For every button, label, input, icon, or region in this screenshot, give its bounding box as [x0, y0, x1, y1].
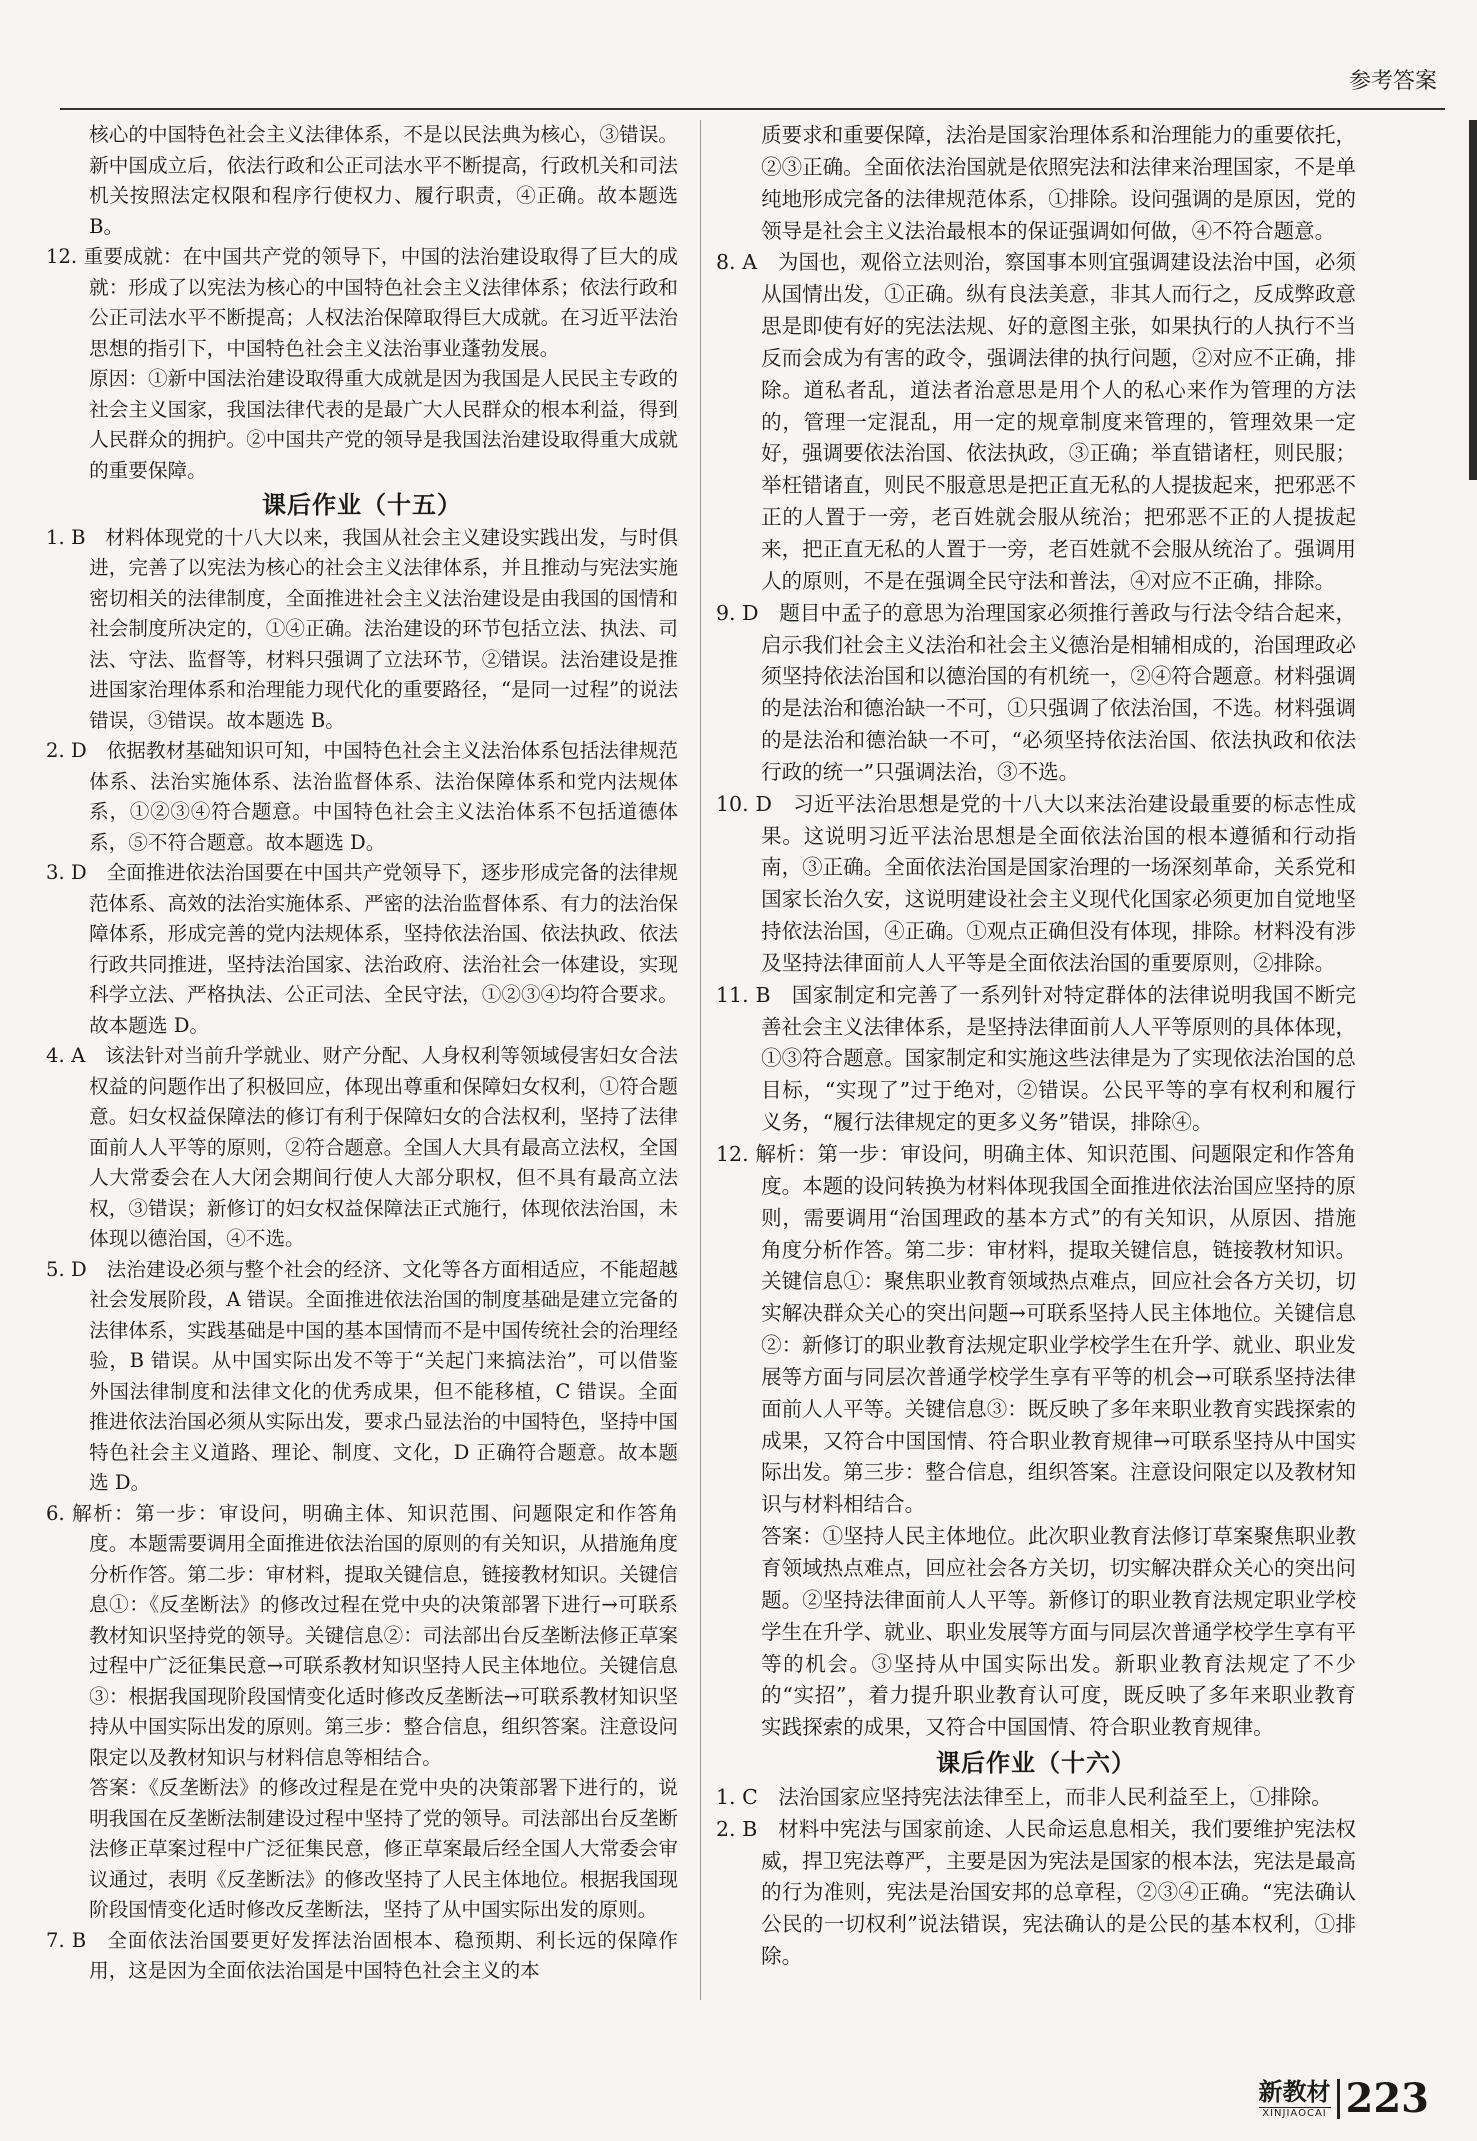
answer-item: 5. D 法治建设必须与整个社会的经济、文化等各方面相适应，不能超越社会发展阶段，A 错误。全面推进依法治国的制度基础是建立完备的法律体系，实践基础是中国的基本国情而不是中国传统社会的治理经验，B 错误。从中国实际出发不等于“关起门来搞法治”，可以借鉴外国法律制度和法律文化的优秀成果，但不能移植，C 错误。全面推进依法治国必须从实际出发，要求凸显法治的中国特色，坚持中国特色社会主义道路、理论、制度、文化，D 正确符合题意。故本题选 D。 — [46, 1257, 678, 1494]
answer-item: 11. B 国家制定和完善了一系列针对特定群体的法律说明我国不断完善社会主义法律体系，是坚持法律面前人人平等原则的具体体现，①③符合题意。国家制定和实施这些法律是为了实现依法治国的总目标，“实现了”过于绝对，②错误。公民平等的享有权利和履行义务，“履行法律规定的更多义务”错误，排除④。 — [716, 982, 1356, 1135]
answer-item: 9. D 题目中孟子的意思为治理国家必须推行善政与行法令结合起来，启示我们社会主义法治和社会主义德治是相辅相成的，治国理政必须坚持依法治国和以德治国的有机统一，②④符合题意。材料强调的是法治和德治缺一不可，①只强调了依法治国，不选。材料强调的是法治和德治缺一不可，“必须坚持依法治国、依法执政和依法行政的统一”只强调法治，③不选。 — [716, 600, 1356, 784]
answer-paragraph: 质要求和重要保障，法治是国家治理体系和治理能力的重要依托，②③正确。全面依法治国就是依照宪法和法律来治理国家，不是单纯地形成完备的法律规范体系，①排除。设问强调的是原因，党的领导是社会主义法治最根本的保证强调如何做，④不符合题意。 — [761, 123, 1356, 243]
answer-item: 1. C 法治国家应坚持宪法法律至上，而非人民利益至上，①排除。 — [716, 1784, 1332, 1809]
brand-pinyin: XINJIAOCAI — [1259, 2107, 1331, 2119]
answer-item: 1. B 材料体现党的十八大以来，我国从社会主义建设实践出发，与时俱进，完善了以宪法为核心的社会主义法律体系，并且推动与宪法实施密切相关的法律制度，全面推进社会主义法治建设是由我国的国情和社会制度所决定的，①④正确。法治建设的环节包括立法、执法、司法、守法、监督等，材料只强调了立法环节，②错误。法治建设是推进国家治理体系和治理能力现代化的重要路径，“是同一过程”的说法错误，③错误。故本题选 B。 — [46, 525, 678, 732]
answer-item: 2. B 材料中宪法与国家前途、人民命运息息相关，我们要维护宪法权威，捍卫宪法尊严，主要是因为宪法是国家的根本法，宪法是最高的行为准则，宪法是治国安邦的总章程，②③④正确。“宪法确认公民的一切权利”说法错误，宪法确认的是公民的基本权利，①排除。 — [716, 1816, 1356, 1969]
column-divider — [700, 120, 701, 2000]
answer-paragraph: 原因：①新中国法治建设取得重大成就是因为我国是人民民主专政的社会主义国家，我国法律代表的是最广大人民群众的根本利益，得到人民群众的拥护。②中国共产党的领导是我国法治建设取得重大成就的重要保障。 — [89, 367, 678, 482]
answer-item: 12. 解析：第一步：审设问，明确主体、知识范围、问题限定和作答角度。本题的设问转换为材料体现我国全面推进依法治国应坚持的原则，需要调用“治国理政的基本方式”的有关知识，从原因、措施角度分析作答。第二步：审材料，提取关键信息，链接教材知识。关键信息①：聚焦职业教育领域热点难点，回应社会各方关切，切实解决群众关心的突出问题→可联系坚持人民主体地位。关键信息②：新修订的职业教育法规定职业学校学生在升学、就业、职业发展等方面与同层次普通学校学生享有平等的机会→可联系坚持法律面前人人平等。关键信息③：既反映了多年来职业教育实践探索的成果，又符合中国国情、符合职业教育规律→可联系坚持从中国实际出发。第三步：整合信息，组织答案。注意设问限定以及教材知识与材料相结合。 — [716, 1142, 1356, 1517]
answer-item: 3. D 全面推进依法治国要在中国共产党领导下，逐步形成完备的法律规范体系、高效的法治实施体系、严密的法治监督体系、有力的法治保障体系，形成完善的党内法规体系，坚持依法治国、依法执政、依法行政共同推进，坚持法治国家、法治政府、法治社会一体建设，实现科学立法、严格执法、公正司法、全民守法，①②③④均符合要求。故本题选 D。 — [46, 861, 678, 1037]
answer-paragraph: 核心的中国特色社会主义法律体系，不是以民法典为核心，③错误。新中国成立后，依法行政和公正司法水平不断提高，行政机关和司法机关按照法定权限和程序行使权力、履行职责，④正确。故本题选 B。 — [89, 123, 678, 238]
page-footer — [1258, 2072, 1430, 2122]
brand-name: 新教材 — [1258, 2078, 1331, 2106]
answer-item: 7. B 全面依法治国要更好发挥法治固根本、稳预期、利长远的保障作用，这是因为全面依法治国是中国特色社会主义的本 — [46, 1928, 678, 1982]
section-tag: 参考答案 — [1348, 69, 1437, 94]
answer-paragraph: 答案：《反垄断法》的修改过程是在党中央的决策部署下进行的，说明我国在反垄断法制建设过程中坚持了党的领导。司法部出台反垄断法修正草案过程中广泛征集民意，修正草案最后经全国人大常委会审议通过，表明《反垄断法》的修改坚持了人民主体地位。根据我国现阶段国情变化适时修改反垄断法，坚持了从中国实际出发的原则。 — [89, 1776, 678, 1921]
answer-item: 2. D 依据教材基础知识可知，中国特色社会主义法治体系包括法律规范体系、法治实施体系、法治监督体系、法治保障体系和党内法规体系，①②③④符合题意。中国特色社会主义法治体系不包括道德体系，⑤不符合题意。故本题选 D。 — [46, 739, 678, 854]
answer-item: 12. 重要成就：在中国共产党的领导下，中国的法治建设取得了巨大的成就：形成了以宪法为核心的中国特色社会主义法律体系；依法行政和公正司法水平不断提高；人权法治保障取得巨大成就。在习近平法治思想的指引下，中国特色社会主义法治事业蓬勃发展。 — [46, 245, 678, 360]
answer-paragraph: 答案：①坚持人民主体地位。此次职业教育法修订草案聚焦职业教育领域热点难点，回应社会各方关切，切实解决群众关心的突出问题。②坚持法律面前人人平等。新修订的职业教育法规定职业学校学生在升学、就业、职业发展等方面与同层次普通学校学生享有平等的机会。③坚持从中国实际出发。新职业教育法规定了不少的“实招”，着力提升职业教育认可度，既反映了多年来职业教育实践探索的成果，又符合中国国情、符合职业教育规律。 — [761, 1524, 1356, 1740]
answer-item: 10. D 习近平法治思想是党的十八大以来法治建设最重要的标志性成果。这说明习近平法治思想是全面依法治国的根本遵循和行动指南，③正确。全面依法治国是国家治理的一场深刻革命，关系党和国家长治久安，这说明建设社会主义现代化国家必须更加自觉地坚持依法治国，④正确。①观点正确但没有体现，排除。材料没有涉及坚持法律面前人人平等是全面依法治国的重要原则，②排除。 — [716, 791, 1356, 975]
brand-logo — [1259, 2072, 1331, 2119]
section-title: 课后作业（十五） — [262, 491, 462, 519]
right-column — [716, 120, 1356, 1973]
page-edge-mark — [1469, 120, 1477, 480]
header-rule — [60, 108, 1445, 110]
left-column — [46, 120, 678, 1987]
answer-item: 6. 解析：第一步：审设问，明确主体、知识范围、问题限定和作答角度。本题需要调用全面推进依法治国的原则的有关知识，从措施角度分析作答。第二步：审材料，提取关键信息，链接教材知识。关键信息①：《反垄断法》的修改过程在党中央的决策部署下进行→可联系教材知识坚持党的领导。关键信息②：司法部出台反垄断法修正草案过程中广泛征集民意→可联系教材知识坚持人民主体地位。关键信息③：根据我国现阶段国情变化适时修改反垄断法→可联系教材知识坚持从中国实际出发的原则。第三步：整合信息，组织答案。注意设问限定以及教材知识与材料信息等相结合。 — [46, 1501, 678, 1769]
page-number: 223 — [1337, 2079, 1430, 2119]
section-title: 课后作业（十六） — [936, 1749, 1136, 1778]
top-edge — [0, 0, 1477, 6]
answer-item: 4. A 该法针对当前升学就业、财产分配、人身权利等领域侵害妇女合法权益的问题作出了积极回应，体现出尊重和保障妇女权利，①符合题意。妇女权益保障法的修订有利于保障妇女的合法权利，坚持了法律面前人人平等的原则，②符合题意。全国人大具有最高立法权，全国人大常委会在人大闭会期间行使人大部分职权，但不具有最高立法权，③错误；新修订的妇女权益保障法正式施行，体现依法治国，未体现以德治国，④不选。 — [46, 1044, 678, 1250]
answer-item: 8. A 为国也，观俗立法则治，察国事本则宜强调建设法治中国，必须从国情出发，①正确。纵有良法美意，非其人而行之，反成弊政意思是即使有好的宪法法规、好的意图主张，如果执行的人执行不当反而会成为有害的政令，强调法律的执行问题，②对应不正确，排除。道私者乱，道法者治意思是用个人的私心来作为管理的方法的，管理一定混乱，用一定的规章制度来管理的，管理效果一定好，强调要依法治国、依法执政，③正确；举直错诸枉，则民服；举枉错诸直，则民不服意思是把正直无私的人提拔起来，把邪恶不正的人置于一旁，老百姓就会服从统治；把邪恶不正的人提拔起来，把正直无私的人置于一旁，老百姓就不会服从统治了。强调用人的原则，不是在强调全民守法和普法，④对应不正确，排除。 — [716, 250, 1356, 593]
